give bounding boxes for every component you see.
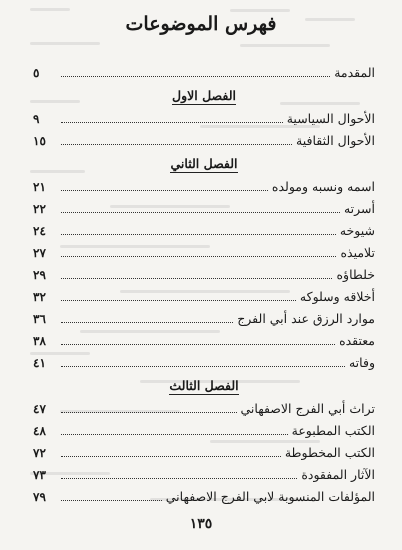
- toc-entry[interactable]: [33, 62, 375, 84]
- toc-entry[interactable]: [33, 130, 375, 152]
- toc-entry-label: الكتب المخطوطة: [284, 445, 375, 460]
- dot-leader: [61, 434, 288, 435]
- chapter-heading: [33, 84, 375, 108]
- toc-entry[interactable]: [33, 352, 375, 374]
- page-number: ١٣٥: [189, 516, 213, 532]
- toc-entry-label: الأحوال الثقافية: [296, 133, 375, 148]
- dot-leader: [61, 256, 336, 257]
- toc-entry[interactable]: [33, 330, 375, 352]
- toc-entry[interactable]: [33, 242, 375, 264]
- dot-leader: [61, 478, 297, 479]
- toc-entry-page-number: ٣٦: [33, 312, 46, 326]
- toc-entry-label: معتقده: [339, 333, 375, 348]
- toc-entry-label: تلاميذه: [340, 245, 375, 260]
- dot-leader: [61, 322, 233, 323]
- toc-entry-label: شيوخه: [339, 223, 375, 238]
- toc-entry-label: الكتب المطبوعة: [291, 423, 375, 438]
- toc-entry-page-number: ٤٧: [33, 402, 46, 416]
- toc-entry[interactable]: [33, 108, 375, 130]
- toc-entry-page-number: ١٥: [33, 134, 46, 148]
- toc-entry[interactable]: [33, 286, 375, 308]
- toc-entry-page-number: ٢٤: [33, 224, 46, 238]
- toc-entry-page-number: ٢٧: [33, 246, 46, 260]
- toc-entry-page-number: ٩: [33, 112, 40, 126]
- chapter-heading-text: الفصل الثالث: [169, 378, 239, 393]
- toc-entry[interactable]: [33, 176, 375, 198]
- chapter-heading: [33, 152, 375, 176]
- toc-entry-label: موارد الرزق عند أبي الفرج: [237, 311, 375, 326]
- toc-entry[interactable]: [33, 486, 375, 508]
- dot-leader: [61, 366, 345, 367]
- toc-entry[interactable]: [33, 398, 375, 420]
- dot-leader: [61, 300, 296, 301]
- toc-entry[interactable]: [33, 308, 375, 330]
- toc-entry[interactable]: [33, 264, 375, 286]
- dot-leader: [61, 144, 292, 145]
- toc-entry[interactable]: [33, 464, 375, 486]
- page-title: فهرس الموضوعات: [125, 13, 277, 35]
- toc-entry-page-number: ٢١: [33, 180, 46, 194]
- toc-entry-label: وفاته: [348, 355, 375, 370]
- toc-entry[interactable]: [33, 420, 375, 442]
- dot-leader: [61, 344, 335, 345]
- toc-entry-page-number: ٢٢: [33, 202, 46, 216]
- dot-leader: [61, 76, 330, 77]
- toc-entry-page-number: ٥: [33, 66, 40, 80]
- toc-entry-page-number: ٧٣: [33, 468, 46, 482]
- toc-entry-label: أسرته: [343, 201, 375, 216]
- toc-entry-label: المؤلفات المنسوبة لابي الفرج الاصفهاني: [165, 489, 375, 504]
- dot-leader: [61, 190, 268, 191]
- toc-entry-page-number: ٤٨: [33, 424, 46, 438]
- toc-entry-label: المقدمة: [334, 65, 375, 80]
- toc-entry-page-number: ٣٨: [33, 334, 46, 348]
- chapter-heading-text: الفصل الثاني: [170, 156, 238, 171]
- toc-entry-label: اسمه ونسبه ومولده: [271, 179, 375, 194]
- toc-entry-page-number: ٧٩: [33, 490, 46, 504]
- toc-entry-page-number: ٢٩: [33, 268, 46, 282]
- table-of-contents: [33, 62, 375, 508]
- dot-leader: [61, 234, 336, 235]
- toc-entry-page-number: ٧٢: [33, 446, 46, 460]
- dot-leader: [61, 500, 162, 501]
- chapter-heading-text: الفصل الاول: [172, 88, 236, 103]
- toc-entry[interactable]: [33, 220, 375, 242]
- dot-leader: [61, 122, 283, 123]
- dot-leader: [61, 212, 340, 213]
- toc-entry-label: الأحوال السياسية: [286, 111, 375, 126]
- toc-entry-page-number: ٤١: [33, 356, 46, 370]
- toc-entry-label: خلطاؤه: [336, 267, 375, 282]
- dot-leader: [61, 412, 237, 413]
- toc-entry[interactable]: [33, 442, 375, 464]
- dot-leader: [61, 278, 332, 279]
- dot-leader: [61, 456, 281, 457]
- toc-entry-label: أخلاقه وسلوكه: [299, 289, 375, 304]
- chapter-heading: [33, 374, 375, 398]
- toc-entry-page-number: ٣٢: [33, 290, 46, 304]
- toc-entry-label: الآثار المفقودة: [301, 467, 375, 482]
- toc-entry-label: تراث أبي الفرج الاصفهاني: [240, 401, 375, 416]
- toc-entry[interactable]: [33, 198, 375, 220]
